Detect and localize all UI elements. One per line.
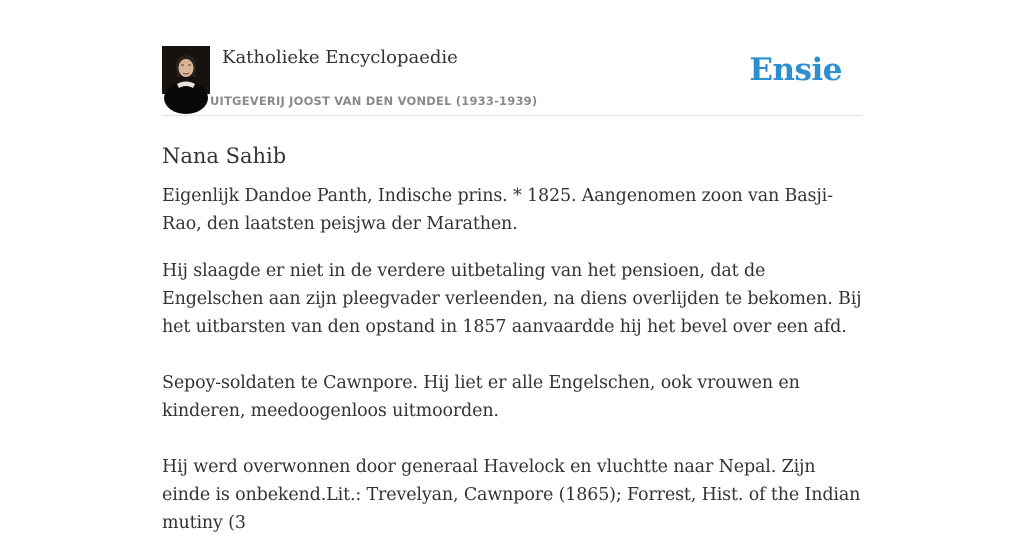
article-title: Nana Sahib — [162, 144, 287, 168]
article-paragraph: Eigenlijk Dandoe Panth, Indische prins. * 1825. Aangenomen zoon van Basji-Rao, den laatsten peisjwa der Marathen. — [162, 186, 833, 234]
site-header — [162, 46, 862, 116]
site-subtitle: UITGEVERIJ JOOST VAN DEN VONDEL (1933-1939) — [210, 94, 538, 108]
portrait-avatar-icon[interactable] — [162, 46, 210, 94]
article-paragraph: Hij werd overwonnen door generaal Havelock en vluchtte naar Nepal. Zijn einde is onbekend.Lit.: Trevelyan, Cawnpore (1865); Forrest, Hist. of the Indian mutiny (3 — [162, 457, 861, 533]
site-title[interactable]: Katholieke Encyclopaedie — [222, 47, 458, 68]
article-paragraph: Sepoy-soldaten te Cawnpore. Hij liet er alle Engelschen, ook vrouwen en kinderen, meedoogenloos uitmoorden. — [162, 373, 800, 421]
page — [162, 0, 862, 537]
article-body — [162, 182, 862, 537]
brand-logo[interactable]: Ensie — [749, 52, 842, 88]
article-paragraph: Hij slaagde er niet in de verdere uitbetaling van het pensioen, dat de Engelschen aan zijn pleegvader verleenden, na diens overlijden te bekomen. Bij het uitbarsten van den opstand in 1857 aanvaardde hij het bevel over een afd. — [162, 261, 862, 337]
